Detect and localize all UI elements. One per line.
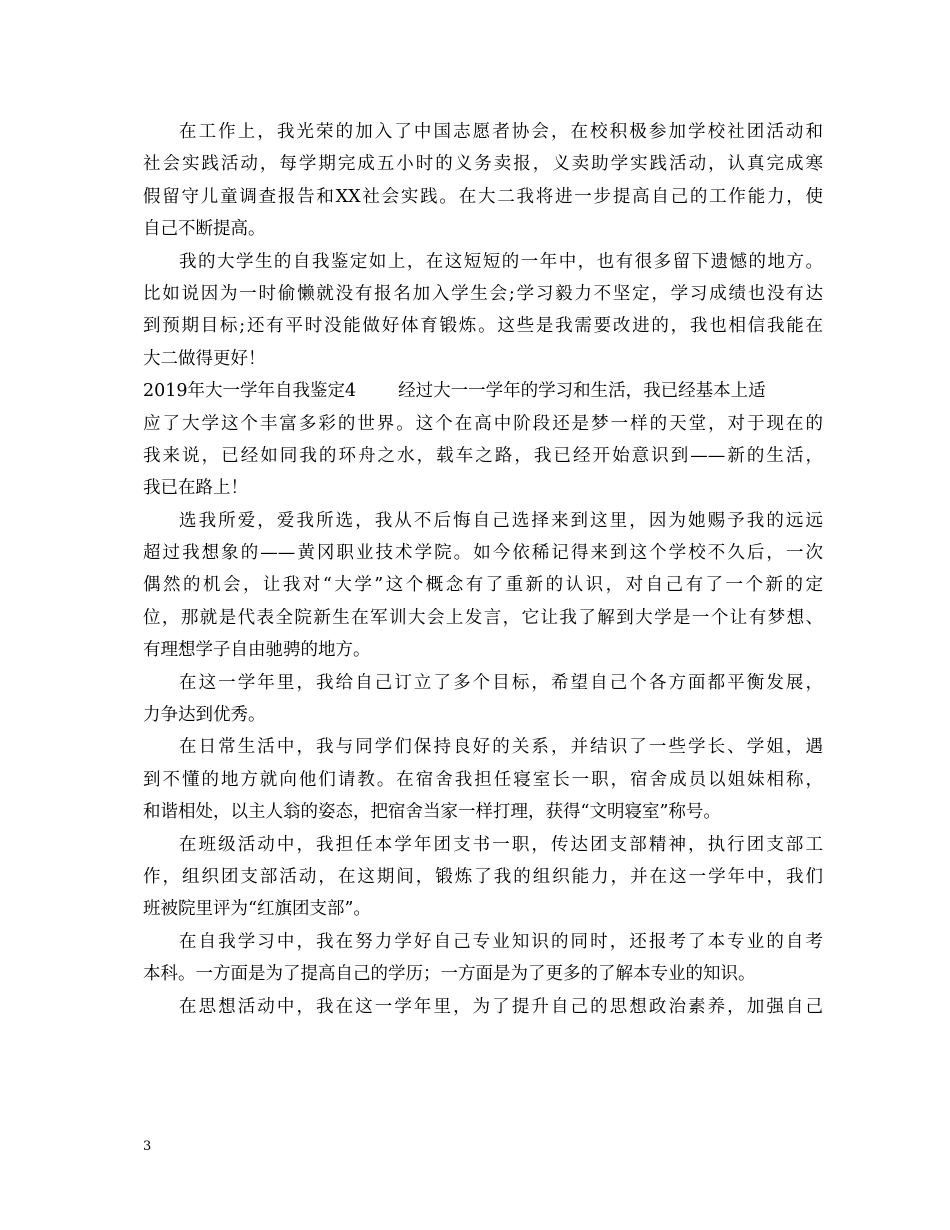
text-line: 大二做得更好！ (143, 348, 266, 369)
text-line: 和谐相处，以主人翁的姿态，把宿舍当家一样打理，获得“文明寝室”称号。 (143, 802, 721, 823)
heading-tail-text: 经过大一一学年的学习和生活，我已经基本上适 (398, 381, 766, 402)
text-line: 在这一学年里，我给自己订立了多个目标，希望自己个各方面都平衡发展， (179, 672, 823, 693)
text-line: 我来说，已经如同我的环舟之水，载车之路，我已经开始意识到——新的生活， (143, 445, 823, 466)
text-line: 在自我学习中，我在努力学好自己专业知识的同时，还报考了本专业的自考 (179, 931, 823, 952)
text-line: 有理想学子自由驰骋的地方。 (143, 640, 371, 661)
text-line: 作，组织团支部活动，在这期间，锻炼了我的组织能力，并在这一学年中，我们 (143, 866, 823, 887)
page-number: 3 (143, 1139, 152, 1154)
text-line: 假留守儿童调查报告和XX社会实践。在大二我将进一步提高自己的工作能力，使 (143, 186, 823, 207)
text-line: 位，那就是代表全院新生在军训大会上发言，它让我了解到大学是一个让有梦想、 (143, 607, 823, 628)
text-line: 在思想活动中，我在这一学年里，为了提升自己的思想政治素养，加强自己 (179, 996, 823, 1017)
text-line: 社会实践活动，每学期完成五小时的义务卖报，义卖助学实践活动，认真完成寒 (143, 154, 823, 175)
text-line: 班被院里评为“红旗团支部”。 (143, 899, 371, 920)
text-line: 到预期目标;还有平时没能做好体育锻炼。这些是我需要改进的，我也相信我能在 (143, 316, 823, 337)
section-heading: 2019年大一学年自我鉴定4 (143, 381, 357, 402)
text-line: 在日常生活中，我与同学们保持良好的关系，并结识了一些学长、学姐，遇 (179, 737, 823, 758)
text-line: 超过我想象的——黄冈职业技术学院。如今依稀记得来到这个学校不久后，一次 (143, 543, 823, 564)
text-line: 选我所爱，爱我所选，我从不后悔自己选择来到这里，因为她赐予我的远远 (179, 510, 823, 531)
text-line: 力争达到优秀。 (143, 705, 266, 726)
text-line: 应了大学这个丰富多彩的世界。这个在高中阶段还是梦一样的天堂，对于现在的 (143, 413, 823, 434)
text-line: 偶然的机会，让我对“大学”这个概念有了重新的认识，对自己有了一个新的定 (143, 575, 823, 596)
text-line: 本科。一方面是为了提高自己的学历；一方面是为了更多的了解本专业的知识。 (143, 964, 756, 985)
text-line: 我的大学生的自我鉴定如上，在这短短的一年中，也有很多留下遗憾的地方。 (179, 251, 823, 272)
text-line: 我已在路上！ (143, 478, 248, 499)
text-line: 自己不断提高。 (143, 219, 266, 240)
text-line: 到不懂的地方就向他们请教。在宿舍我担任寝室长一职，宿舍成员以姐妹相称， (143, 769, 823, 790)
text-line: 在班级活动中，我担任本学年团支书一职，传达团支部精神，执行团支部工 (179, 834, 823, 855)
document-body (143, 116, 823, 1023)
text-line: 比如说因为一时偷懒就没有报名加入学生会;学习毅力不坚定，学习成绩也没有达 (143, 283, 823, 304)
text-line: 在工作上，我光荣的加入了中国志愿者协会，在校积极参加学校社团活动和 (179, 122, 823, 142)
section-heading-line (143, 375, 823, 407)
